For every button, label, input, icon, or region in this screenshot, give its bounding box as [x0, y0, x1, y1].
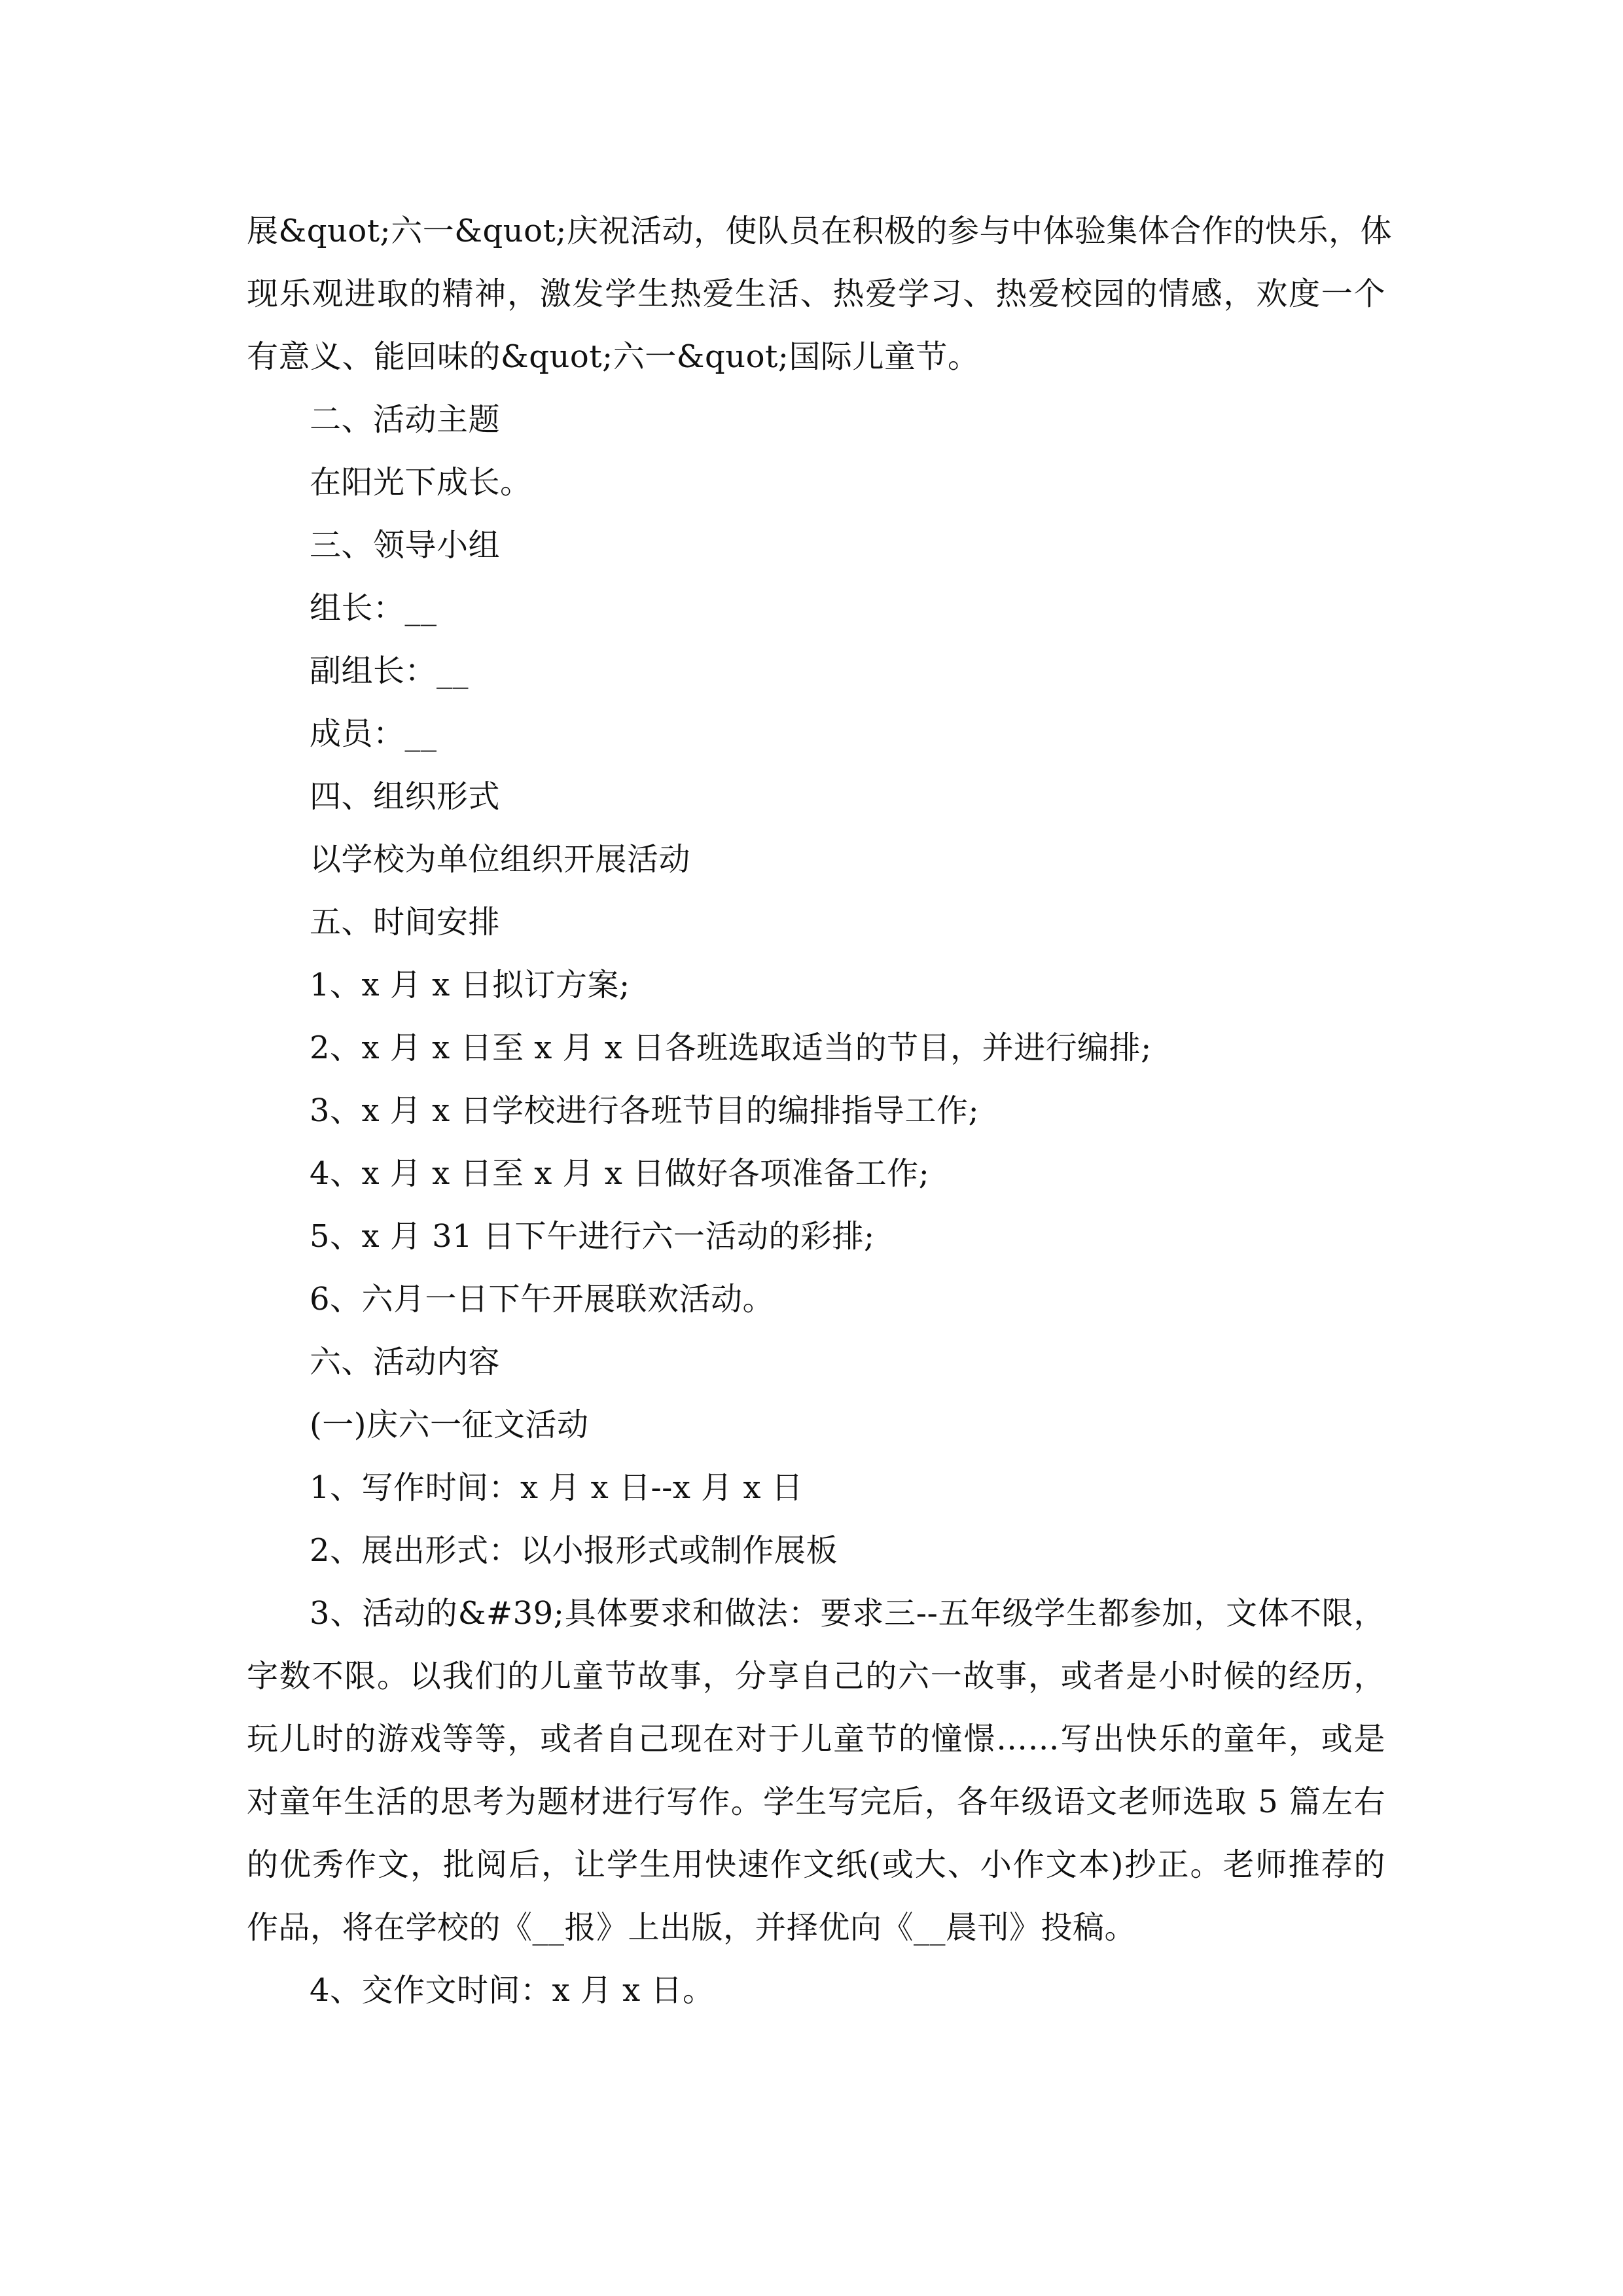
list-item: 副组长：__ — [310, 653, 469, 689]
paragraph-line: 作品，将在学校的《__报》上出版，并择优向《__晨刊》投稿。 — [247, 1909, 1137, 1946]
list-item: 6、六月一日下午开展联欢活动。 — [310, 1281, 775, 1318]
paragraph-line: 现乐观进取的精神，激发学生热爱生活、热爱学习、热爱校园的情感，欢度一个 — [247, 276, 1385, 312]
subsection-heading: (一)庆六一征文活动 — [310, 1407, 589, 1443]
list-item: 1、x 月 x 日拟订方案; — [310, 967, 630, 1003]
document-body — [247, 200, 1392, 2022]
section-heading: 二、活动主题 — [310, 401, 501, 438]
list-item: 5、x 月 31 日下午进行六一活动的彩排; — [310, 1218, 875, 1255]
paragraph-line: 对童年生活的思考为题材进行写作。学生写完后，各年级语文老师选取 5 篇左右 — [247, 1784, 1385, 1820]
list-item: 2、展出形式：以小报形式或制作展板 — [310, 1532, 838, 1569]
section-heading: 四、组织形式 — [310, 778, 501, 815]
section-heading: 五、时间安排 — [310, 904, 501, 941]
section-heading: 三、领导小组 — [310, 527, 501, 564]
paragraph-line: 在阳光下成长。 — [310, 464, 532, 501]
list-item: 组长：__ — [310, 590, 437, 626]
paragraph-line: 玩儿时的游戏等等，或者自己现在对于儿童节的憧憬……写出快乐的童年，或是 — [247, 1721, 1385, 1757]
list-item: 3、活动的&#39;具体要求和做法：要求三--五年级学生都参加，文体不限， — [310, 1595, 1385, 1632]
paragraph-line: 的优秀作文，批阅后，让学生用快速作文纸(或大、小作文本)抄正。老师推荐的 — [247, 1846, 1385, 1883]
section-heading: 六、活动内容 — [310, 1344, 501, 1380]
paragraph-line: 展&quot;六一&quot;庆祝活动，使队员在积极的参与中体验集体合作的快乐，体 — [247, 213, 1392, 249]
paragraph-line: 字数不限。以我们的儿童节故事，分享自己的六一故事，或者是小时候的经历， — [247, 1658, 1385, 1695]
list-item: 2、x 月 x 日至 x 月 x 日各班选取适当的节目，并进行编排; — [310, 1030, 1152, 1066]
list-item: 4、交作文时间：x 月 x 日。 — [310, 1972, 715, 2009]
list-item: 1、写作时间：x 月 x 日--x 月 x 日 — [310, 1469, 804, 1506]
paragraph-line: 有意义、能回味的&quot;六一&quot;国际儿童节。 — [247, 338, 980, 375]
paragraph-line: 以学校为单位组织开展活动 — [310, 841, 691, 878]
list-item: 4、x 月 x 日至 x 月 x 日做好各项准备工作; — [310, 1155, 930, 1192]
list-item: 成员：__ — [310, 715, 437, 752]
list-item: 3、x 月 x 日学校进行各班节目的编排指导工作; — [310, 1092, 980, 1129]
